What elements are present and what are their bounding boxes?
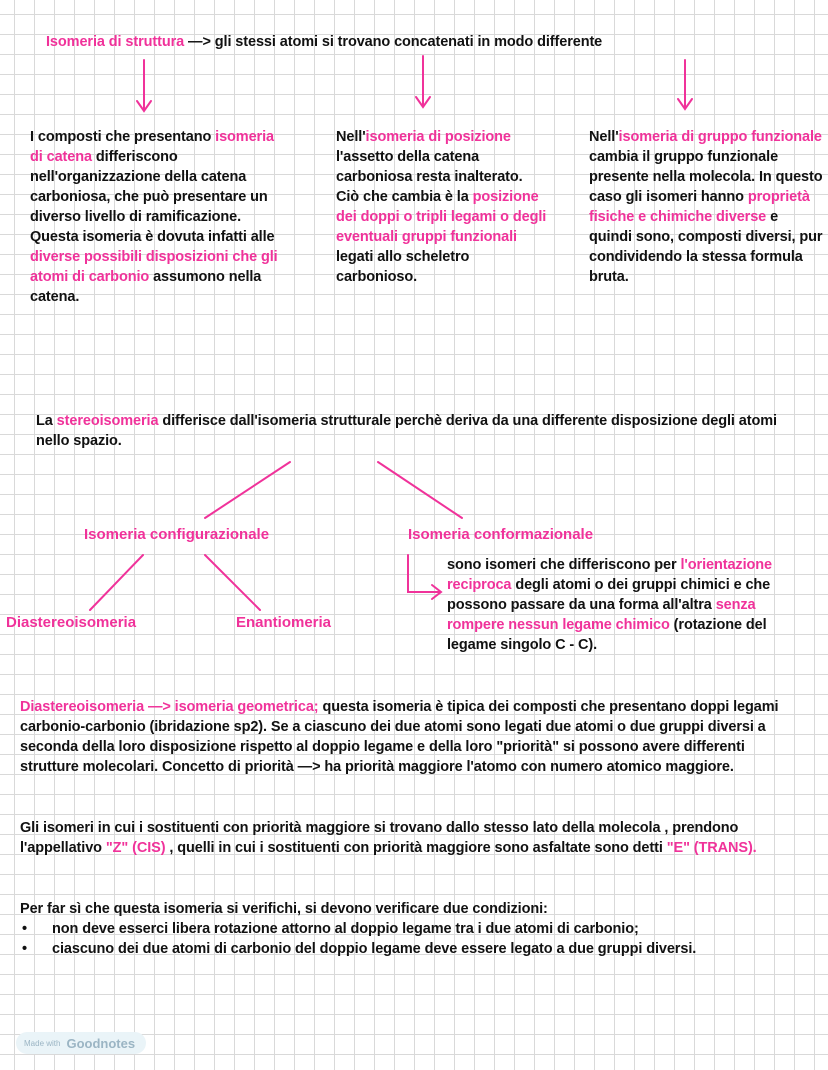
para1-text: questa isomeria è tipica dei composti che presentano doppi legami carbonio-carbonio (ibridazione sp2). Se a ciascuno dei due atomi sono legati due atomi o due gruppi diversi a seconda della loro disposizione rispetto al doppio legame e della loro "priorità" si possono avere differenti strutture molecolari. Concetto di priorità —> ha priorità maggiore l'atomo con numero atomico maggiore.	[20, 699, 779, 775]
paragraph-condizioni	[20, 899, 790, 959]
label-configurazionale: Isomeria configurazionale	[84, 526, 270, 543]
goodnotes-badge	[16, 1032, 146, 1054]
condition-item: • non deve esserci libera rotazione attorno al doppio legame tra i due atomi di carbonio;	[20, 919, 790, 939]
branch-enantio	[205, 555, 260, 610]
stereo-text-2: differisce dall'isomeria strutturale perchè deriva da una differente disposizione degli atomi nello spazio.	[36, 413, 777, 449]
para2-text-1: Gli isomeri in cui i sostituenti con priorità maggiore si trovano dallo stesso lato della molecola , prendono l'appellativo	[20, 820, 739, 856]
label-diastereoisomeria: Diastereoisomeria	[6, 614, 137, 631]
branch-conform	[378, 462, 462, 518]
para2-highlight-z: "Z" (CIS)	[105, 840, 166, 856]
para1-highlight: Diastereoisomeria —> isomeria geometrica;	[20, 699, 319, 715]
conditions-intro: Per far sì che questa isomeria si verifichi, si devono verificare due condizioni:	[20, 901, 548, 917]
conditions-list	[20, 919, 790, 959]
para2-text-2: , quelli in cui i sostituenti con priorità maggiore sono asfaltate sono detti	[165, 840, 667, 856]
label-enantiomeria: Enantiomeria	[236, 614, 332, 631]
conform-description	[447, 555, 797, 655]
col2-text-1: Nell'	[336, 129, 366, 145]
col1-text-3: assumono nella catena.	[30, 269, 262, 305]
stereo-text-1: La	[36, 413, 57, 429]
paragraph-cis-trans	[20, 818, 790, 858]
header-arrow: —>	[188, 34, 211, 50]
col1-text-1: I composti che presentano	[30, 129, 216, 145]
para2-highlight-e: "E" (TRANS).	[666, 840, 757, 856]
label-conformazionale: Isomeria conformazionale	[408, 526, 594, 543]
col-gruppo-funzionale	[589, 127, 823, 287]
header-title: Isomeria di struttura	[46, 34, 185, 50]
col2-text-3: legati allo scheletro carbonioso.	[336, 249, 470, 285]
conform-text-1: sono isomeri che differiscono per	[447, 557, 681, 573]
header-rest: gli stessi atomi si trovano concatenati in modo differente	[214, 34, 603, 50]
col3-highlight-1: isomeria di gruppo funzionale	[618, 129, 822, 145]
col3-text-2: cambia il gruppo funzionale presente nella molecola. In questo caso gli isomeri hanno	[589, 149, 823, 205]
conform-highlight-2: senza rompere nessun legame chimico	[447, 597, 756, 633]
col-posizione	[336, 127, 548, 287]
col-catena	[30, 127, 280, 307]
paragraph-geometrica	[20, 697, 790, 777]
conform-highlight-1: l'orientazione reciproca	[447, 557, 772, 593]
header-line	[46, 32, 826, 52]
col1-highlight-1: isomeria di catena	[30, 129, 274, 165]
col3-text-1: Nell'	[589, 129, 619, 145]
col1-text-2: differiscono nell'organizzazione della catena carboniosa, che può presentare un diverso livello di ramificazione. Questa isomeria è dovuta infatti alle	[30, 149, 275, 245]
col2-highlight-2: posizione dei doppi o tripli legami o degli eventuali gruppi funzionali	[336, 189, 547, 245]
badge-brand-text: Goodnotes	[66, 1035, 136, 1051]
col2-highlight-1: isomeria di posizione	[365, 129, 511, 145]
badge-small-text: Made with	[24, 1038, 61, 1048]
stereo-paragraph	[36, 411, 796, 451]
stereo-highlight: stereoisomeria	[56, 413, 159, 429]
branch-diaster	[90, 555, 143, 610]
col3-text-3: e quindi sono, composti diversi, pur condividendo la stessa formula bruta.	[589, 209, 823, 285]
conform-text-2: degli atomi o dei gruppi chimici e che possono passare da una forma all'altra	[447, 577, 771, 613]
conform-text-3: (rotazione del legame singolo C - C).	[447, 617, 767, 653]
branch-config	[205, 462, 290, 518]
col1-highlight-2: diverse possibili disposizioni che gli atomi di carbonio	[30, 249, 278, 285]
condition-item: • ciascuno dei due atomi di carbonio del doppio legame deve essere legato a due gruppi diversi.	[20, 939, 790, 959]
col2-text-2: l'assetto della catena carboniosa resta inalterato. Ciò che cambia è la	[336, 149, 523, 205]
col3-highlight-2: proprietà fisiche e chimiche diverse	[589, 189, 810, 225]
